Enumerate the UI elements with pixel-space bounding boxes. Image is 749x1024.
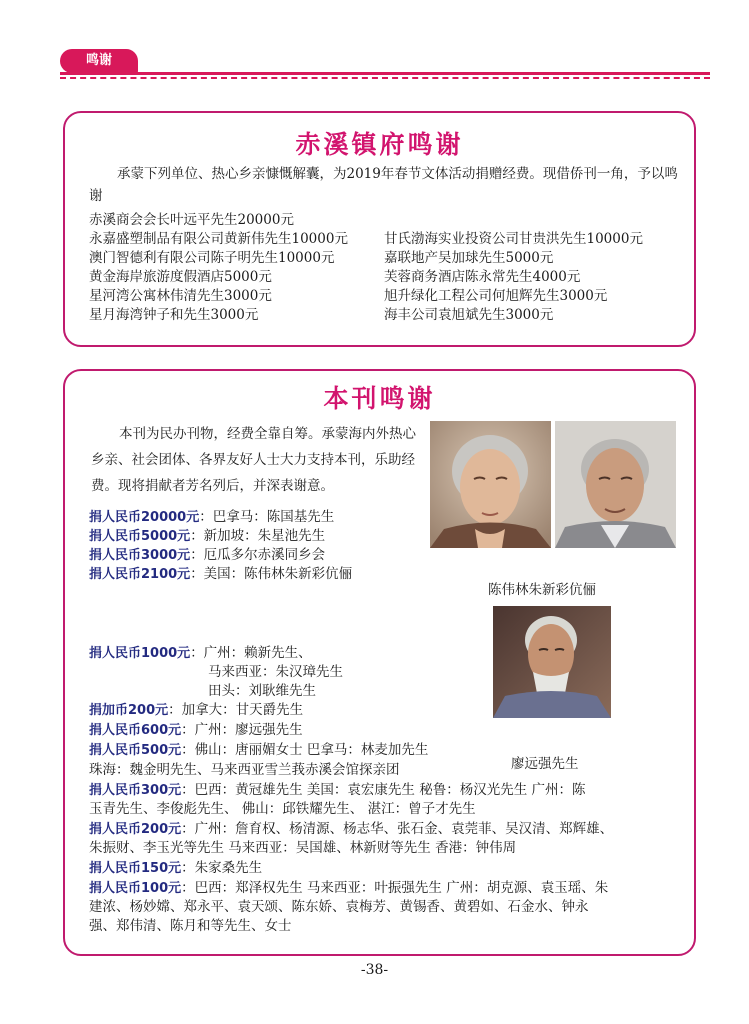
donor-line: 甘氏渤海实业投资公司甘贵洪先生10000元 xyxy=(384,231,643,247)
donation-donors: ：广州：赖新先生、 xyxy=(190,645,312,661)
donation-line: 马来西亚：朱汉璋先生 xyxy=(208,664,343,680)
donation-amount: 捐人民币1000元 xyxy=(89,646,191,661)
donation-line xyxy=(89,546,325,566)
donor-line: 赤溪商会会长叶远平先生20000元 xyxy=(89,212,294,228)
donation-donors: ：厄瓜多尔赤溪同乡会 xyxy=(190,547,326,563)
donation-amount: 捐人民币300元 xyxy=(89,783,182,798)
donation-line xyxy=(89,859,262,879)
donation-amount: 捐人民币100元 xyxy=(89,881,182,896)
donation-line xyxy=(89,527,325,547)
donation-line: 田头：刘耿维先生 xyxy=(208,683,316,699)
donation-donors: ：巴西：黄冠雄先生 美国：袁宏康先生 秘鲁：杨汉光先生 广州：陈 xyxy=(181,782,586,798)
donation-line: 强、郑伟清、陈月和等先生、女士 xyxy=(89,918,292,934)
magazine-thanks-box xyxy=(63,369,696,956)
donation-line xyxy=(89,879,608,899)
portrait-photo-bearded-man xyxy=(493,606,611,718)
government-thanks-title: 赤溪镇府鸣谢 xyxy=(295,130,464,159)
donation-amount: 捐人民币2100元 xyxy=(89,567,191,582)
donation-amount: 捐人民币200元 xyxy=(89,822,182,837)
donor-line: 海丰公司袁旭斌先生3000元 xyxy=(384,307,554,323)
donation-donors: ：新加坡：朱星池先生 xyxy=(190,528,326,544)
page-number: -38- xyxy=(360,962,389,978)
portrait-photo-woman xyxy=(430,421,551,548)
donation-line: 朱振财、李玉光等先生 马来西亚：吴国雄、林新财等先生 香港：钟伟周 xyxy=(89,840,517,856)
donation-donors: ：广州：廖远强先生 xyxy=(181,722,303,738)
header-rule xyxy=(60,72,710,75)
section-tag: 鸣谢 xyxy=(60,49,138,73)
donation-donors: ：佛山：唐丽媚女士 巴拿马：林麦加先生 xyxy=(181,742,429,758)
government-thanks-intro: 承蒙下列单位、热心乡亲慷慨解囊，为2019年春节文体活动捐赠经费。现借侨刊一角，予以鸣谢 xyxy=(89,166,678,204)
donor-line: 黄金海岸旅游度假酒店5000元 xyxy=(89,269,272,285)
magazine-thanks-intro: 本刊为民办刊物，经费全靠自筹。承蒙海内外热心乡亲、社会团体、各界友好人士大力支持本刊，乐助经费。现将捐献者芳名列后，并深表谢意。 xyxy=(91,426,416,494)
donation-amount: 捐人民币3000元 xyxy=(89,548,191,563)
donation-donors: ：巴西：郑泽权先生 马来西亚：叶振强先生 广州：胡克源、袁玉瑶、朱 xyxy=(181,880,609,896)
donation-donors: ：广州：詹育权、杨清源、杨志华、张石金、袁莞菲、吴汉清、郑辉雄、 xyxy=(181,821,614,837)
donation-line xyxy=(89,741,428,761)
donation-line: 玉青先生、李俊彪先生、 佛山：邱铁耀先生、 湛江：曾子才先生 xyxy=(89,801,476,817)
government-thanks-box xyxy=(63,111,696,347)
portrait-photo-man xyxy=(555,421,676,548)
donation-amount: 捐加币200元 xyxy=(89,703,169,718)
donor-line: 芙蓉商务酒店陈永常先生4000元 xyxy=(384,269,581,285)
donation-donors: ：美国：陈伟林朱新彩伉俪 xyxy=(190,566,353,582)
photo-caption-liao: 廖远强先生 xyxy=(511,756,579,772)
donation-donors: ：巴拿马：陈国基先生 xyxy=(199,509,335,525)
donor-line: 旭升绿化工程公司何旭辉先生3000元 xyxy=(384,288,608,304)
donation-line xyxy=(89,644,312,664)
donor-line: 星河湾公寓林伟清先生3000元 xyxy=(89,288,272,304)
donation-line xyxy=(89,701,303,721)
donation-line: 建浓、杨妙嫦、郑永平、袁天颂、陈东娇、袁梅芳、黄锡香、黄碧如、石金水、钟永 xyxy=(89,899,589,915)
header-rule-dashed xyxy=(60,77,710,79)
donor-line: 永嘉盛塑制品有限公司黄新伟先生10000元 xyxy=(89,231,348,247)
donation-amount: 捐人民币600元 xyxy=(89,723,182,738)
donor-line: 嘉联地产吴加球先生5000元 xyxy=(384,250,554,266)
donation-line xyxy=(89,781,586,801)
donation-line xyxy=(89,565,352,585)
donation-amount: 捐人民币150元 xyxy=(89,861,182,876)
photo-caption-couple: 陈伟林朱新彩伉俪 xyxy=(488,582,596,598)
donation-line xyxy=(89,721,303,741)
donor-line: 星月海湾钟子和先生3000元 xyxy=(89,307,259,323)
donation-donors: ：加拿大：甘天爵先生 xyxy=(168,702,304,718)
donation-line: 珠海：魏金明先生、马来西亚雪兰莪赤溪会馆探亲团 xyxy=(89,762,400,778)
donation-amount: 捐人民币500元 xyxy=(89,743,182,758)
donation-donors: ：朱家桑先生 xyxy=(181,860,263,876)
donation-line xyxy=(89,820,613,840)
donation-line xyxy=(89,508,334,528)
donor-line: 澳门智德利有限公司陈子明先生10000元 xyxy=(89,250,335,266)
magazine-thanks-title: 本刊鸣谢 xyxy=(323,384,436,413)
donation-amount: 捐人民币5000元 xyxy=(89,529,191,544)
donation-amount: 捐人民币20000元 xyxy=(89,510,200,525)
